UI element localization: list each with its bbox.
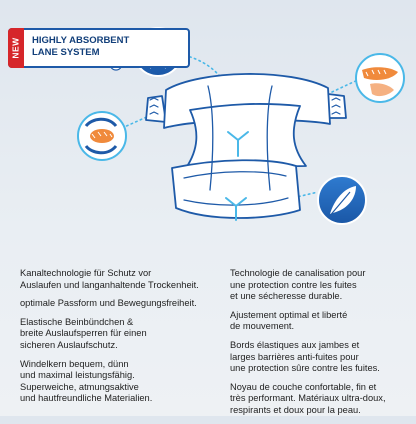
german-feature-4: Windelkern bequem, dünn und maximal leistungsfähig. Superweiche, atmungsaktive und hautfreundliche Materialien. [20,358,153,404]
diaper-icon [146,74,346,218]
new-label: NEW [11,37,21,59]
badge-line-1: HIGHLY ABSORBENT [32,35,130,46]
french-feature-3: Bords élastiques aux jambes et larges barrières anti-fuites pour une protection sûre contre les fuites. [230,339,380,374]
leg-cuffs-icon [356,54,404,102]
german-feature-2: optimale Passform und Bewegungsfreiheit. [20,298,197,309]
german-feature-3: Elastische Beinbündchen & breite Auslaufsperren für einen sicheren Auslaufschutz. [20,316,147,350]
french-feature-4: Noyau de couche confortable, fin et très performant. Matériaux ultra-doux, respirants et doux pour la peau. [230,381,386,415]
feather-icon [318,176,366,224]
fit-movement-icon [78,112,126,160]
french-features-column [230,268,410,424]
french-feature-1: Technologie de canalisation pour une protection contre les fuites et une sécheresse durable. [230,268,366,302]
badge-text [32,35,152,59]
badge-line-2: LANE SYSTEM [32,47,100,58]
german-feature-1: Kanaltechnologie für Schutz vor Auslaufen und langanhaltende Trockenheit. [20,268,199,290]
german-features-column [20,268,216,412]
highly-absorbent-badge [8,28,190,68]
new-ribbon [8,28,24,68]
french-feature-2: Ajustement optimal et liberté de mouvement. [230,309,348,332]
